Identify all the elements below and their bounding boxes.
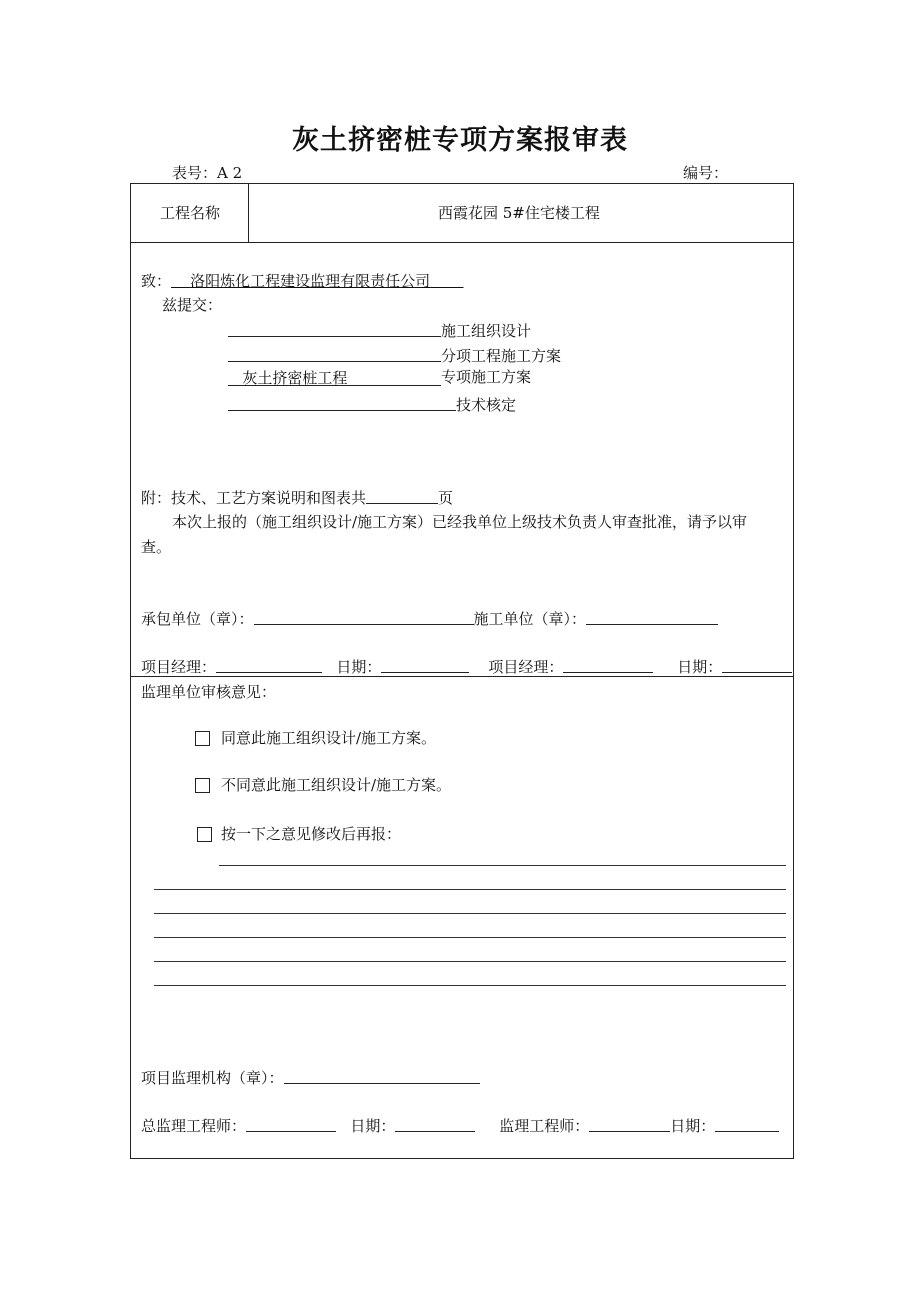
chief-engineer-field[interactable] [246,1116,336,1132]
row-divider-project [130,242,794,243]
submission-item-fill[interactable] [228,344,441,362]
submission-item [228,343,561,366]
unit-signature-line [141,608,718,629]
submission-item-label: 技术核定 [456,396,517,414]
attachment-pages-unit: 页 [438,489,454,507]
reject-option-label: 不同意此施工组织设计/施工方案。 [221,776,452,794]
date-field[interactable] [381,657,469,673]
submission-item-fill[interactable] [228,393,456,411]
form-number: 表号：A 2 [172,164,243,182]
addressee-line [141,271,464,291]
statement-line-2: 查。 [141,538,172,556]
submission-item-label: 专项施工方案 [441,368,532,386]
contractor-field[interactable] [254,609,474,625]
date-field[interactable] [395,1116,475,1132]
attachment-label: 附：技术、工艺方案说明和图表共 [141,489,367,507]
serial-number-label: 编号： [683,164,729,182]
date-field[interactable] [715,1116,779,1132]
date-field[interactable] [722,657,792,673]
reject-checkbox[interactable] [195,778,210,793]
submission-item-fill[interactable] [228,319,441,337]
project-manager-field[interactable] [563,657,653,673]
supervision-org-label: 项目监理机构（章）： [141,1069,284,1087]
attachment-pages-field[interactable] [366,488,438,504]
manager-signature-line [141,656,792,677]
statement-line-1: 本次上报的（施工组织设计/施工方案）已经我单位上级技术负责人审查批准，请予以审 [172,513,748,531]
project-name-divider [248,183,249,242]
supervision-org-line [141,1067,480,1088]
project-manager-label: 项目经理： [141,658,217,676]
comment-line[interactable] [154,889,786,890]
comment-line[interactable] [154,913,786,914]
project-name-label: 工程名称 [160,204,221,222]
submission-item [228,318,531,341]
engineer-field[interactable] [589,1116,670,1132]
approve-option-label: 同意此施工组织设计/施工方案。 [221,729,437,747]
date-label: 日期： [670,1117,716,1135]
chief-engineer-label: 总监理工程师： [141,1117,247,1135]
supervision-org-field[interactable] [284,1068,480,1084]
addressee-value[interactable]: 洛阳炼化工程建设监理有限责任公司 [190,272,431,290]
date-label: 日期： [677,658,723,676]
attachment-line [141,487,453,508]
revise-checkbox[interactable] [197,827,212,842]
builder-field[interactable] [586,609,718,625]
comment-line[interactable] [154,961,786,962]
submission-item [228,367,531,387]
submission-item-label: 施工组织设计 [441,322,532,340]
submission-intro: 兹提交： [162,296,223,314]
project-manager-label: 项目经理： [488,658,564,676]
submission-item [228,392,516,415]
comment-line[interactable] [154,985,786,986]
date-label: 日期： [336,658,382,676]
submission-item-label: 分项工程施工方案 [441,347,562,365]
addressee-label: 致： [141,272,172,290]
submission-item-fill[interactable]: 灰土挤密桩工程 [228,368,441,386]
engineer-label: 监理工程师： [499,1117,590,1135]
contractor-label: 承包单位（章）： [141,610,254,628]
date-label: 日期： [350,1117,396,1135]
builder-label: 施工单位（章）： [473,610,587,628]
revise-option-label: 按一下之意见修改后再报： [221,825,402,843]
comment-line[interactable] [154,937,786,938]
engineer-signature-line [141,1115,779,1136]
comment-line[interactable] [219,865,786,866]
project-manager-field[interactable] [216,657,322,673]
project-name-value[interactable]: 西霞花园 5#住宅楼工程 [438,204,600,222]
review-heading: 监理单位审核意见： [141,683,277,701]
form-title: 灰土挤密桩专项方案报审表 [292,125,628,156]
approve-checkbox[interactable] [195,731,210,746]
